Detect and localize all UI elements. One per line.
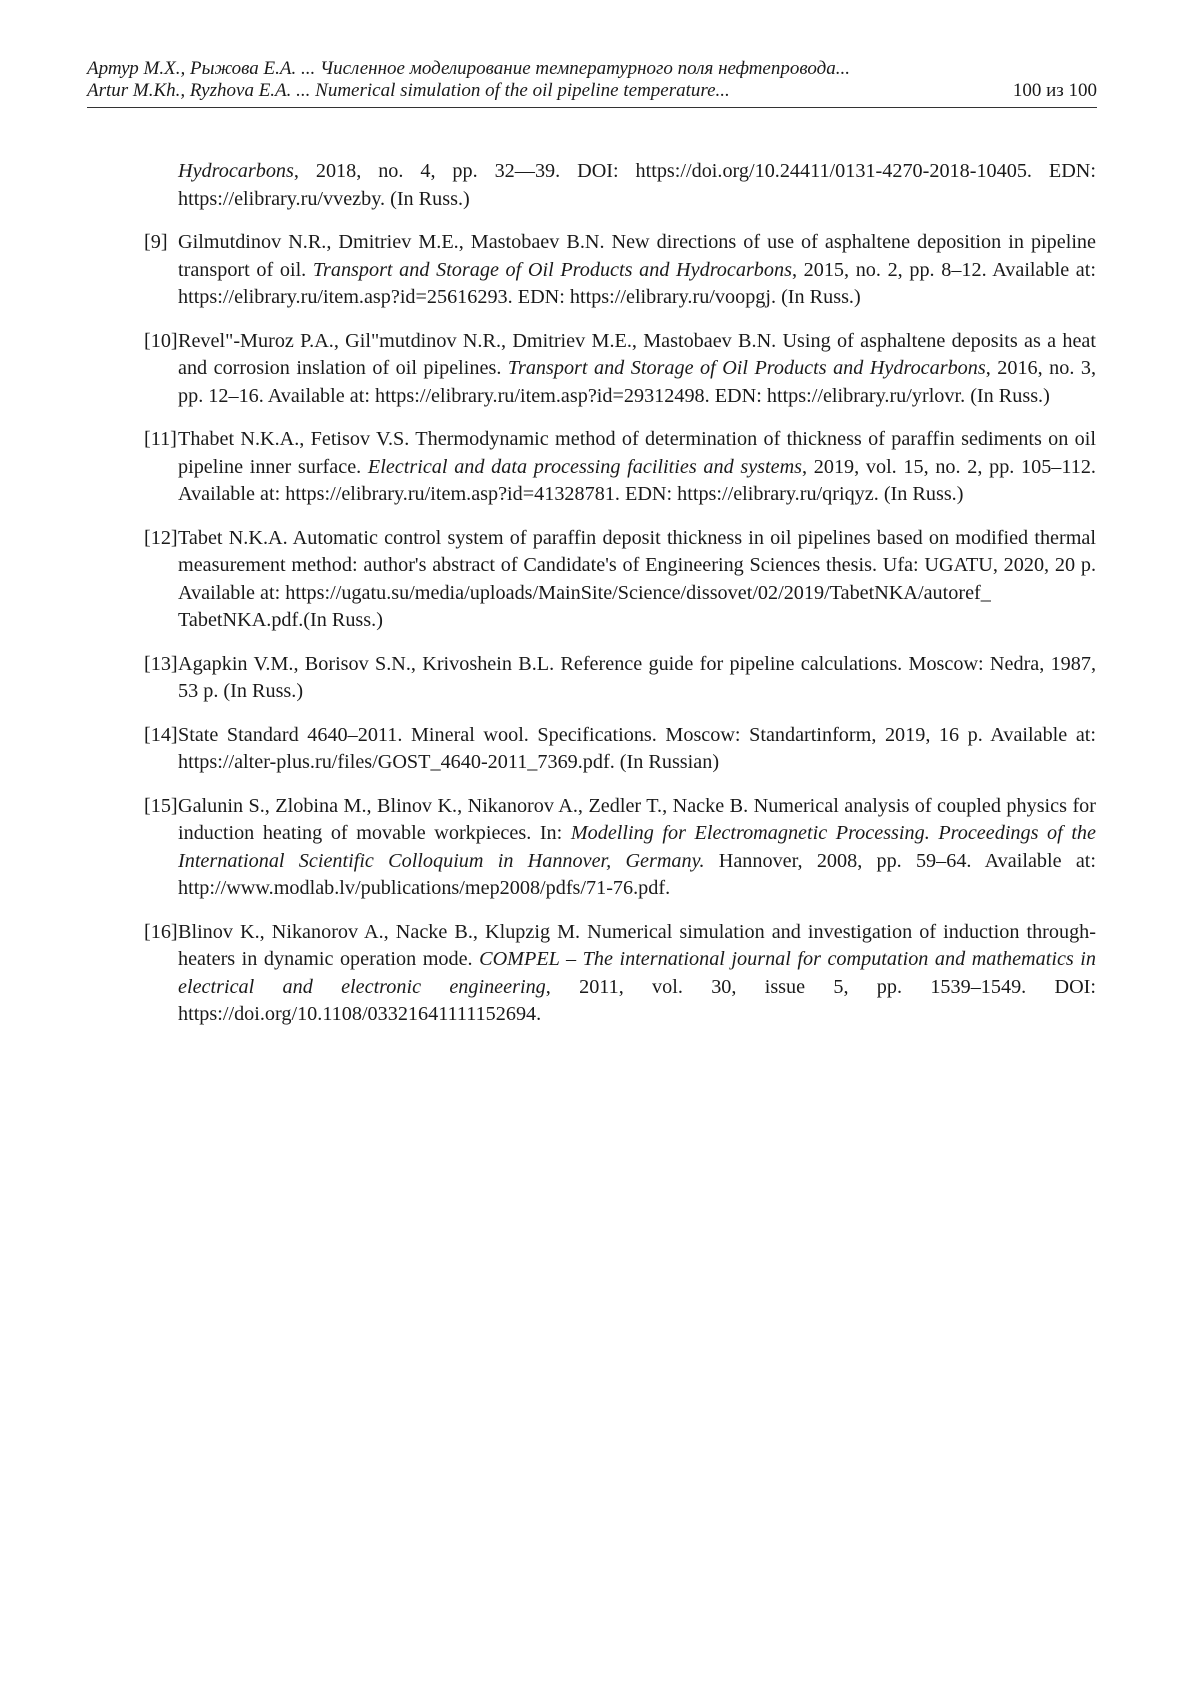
reference-text: State Standard 4640–2011. Mineral wool. Specifications. Moscow: Standartinform, 2019, 16 p. Available at: https://alter-plus.ru/files/GOST_4640-2011_7369.pdf. (In Russian) <box>178 723 1096 773</box>
reference-details: Hannover, 2008, pp. 59–64. Available at: http://www.modlab.lv/publications/mep2008/pdfs/71-76.pdf. <box>178 849 1097 899</box>
header-english-text: Artur M.Kh., Ryzhova E.A. ... Numerical simulation of the oil pipeline temperature... <box>87 80 730 101</box>
reference-body <box>178 426 1096 509</box>
header-russian-line: Артур М.Х., Рыжова Е.А. ... Численное моделирование температурного поля нефтепровода... <box>87 58 850 79</box>
reference-number: [13] <box>144 652 178 675</box>
reference-authors-title: Gilmutdinov N.R., Dmitriev M.E., Mastobaev B.N. New directions of use of asphaltene deposition in pipeline transport of oil. <box>178 231 1096 281</box>
reference-journal: Transport and Storage of Oil Products and Hydrocarbons <box>312 258 792 281</box>
reference-details: , 2016, no. 3, pp. 12–16. Available at: https://elibrary.ru/item.asp?id=29312498. EDN: https://elibrary.ru/yrlovr. (In Russ.) <box>178 357 1097 407</box>
reference-12 <box>144 525 1096 635</box>
reference-body <box>178 919 1096 1029</box>
reference-8-continuation <box>144 158 1096 213</box>
reference-number: [15] <box>144 794 178 817</box>
reference-journal: Transport and Storage of Oil Products and Hydrocarbons <box>507 357 986 379</box>
running-header <box>87 58 1097 102</box>
reference-11 <box>144 426 1096 509</box>
reference-text: Tabet N.K.A. Automatic control system of paraffin deposit thickness in oil pipelines based on modified thermal measurement method: author's abstract of Candidate's of Engineering Sciences thesis. Ufa: UGATU, 2020, 20 p. Available at: <box>178 526 1096 604</box>
reference-journal: Hydrocarbons <box>178 160 294 182</box>
reference-details: , 2015, no. 2, pp. 8–12. Available at: https://elibrary.ru/item.asp?id=25616293. EDN: https://elibrary.ru/voopgj. (In Russ.) <box>178 258 1096 308</box>
reference-url[interactable]: https://ugatu.su/media/uploads/MainSite/Science/dissovet/02/2019/TabetNKA/autoref_ <box>285 581 991 604</box>
reference-body <box>178 328 1096 411</box>
reference-13 <box>144 651 1096 706</box>
reference-body <box>178 158 1096 213</box>
reference-body <box>178 229 1096 312</box>
reference-body <box>178 525 1096 635</box>
reference-list <box>144 158 1096 1045</box>
reference-number: [10] <box>144 329 178 352</box>
reference-15 <box>144 793 1096 903</box>
reference-authors-title: Thabet N.K.A., Fetisov V.S. Thermodynamic method of determination of thickness of paraffin sediments on oil pipeline inner surface. <box>178 428 1096 478</box>
reference-details: , 2019, vol. 15, no. 2, pp. 105–112. Available at: https://elibrary.ru/item.asp?id=41328781. EDN: https://elibrary.ru/qriqyz. (In Russ.) <box>178 455 1096 505</box>
reference-number: [9] <box>144 231 168 253</box>
reference-details: , 2011, vol. 30, issue 5, pp. 1539–1549. DOI: https://doi.org/10.1108/03321641111152694. <box>178 975 1096 1025</box>
page-number: 100 из 100 <box>1012 80 1097 101</box>
reference-number: [12] <box>144 526 178 549</box>
reference-16 <box>144 919 1096 1029</box>
reference-authors-title: Blinov K., Nikanorov A., Nacke B., Klupzig M. Numerical simulation and investigation of induction through-heaters in dynamic operation mode. <box>178 920 1096 970</box>
header-divider <box>87 107 1097 108</box>
reference-authors-title: Galunin S., Zlobina M., Blinov K., Nikanorov A., Zedler T., Nacke B. Numerical analysis of coupled physics for induction heating of movable workpieces. In: <box>178 794 1096 844</box>
reference-number: [16] <box>144 920 178 943</box>
reference-body <box>178 793 1096 903</box>
reference-number: [14] <box>144 723 178 746</box>
reference-9 <box>144 229 1096 312</box>
reference-10 <box>144 328 1096 411</box>
reference-text: Agapkin V.M., Borisov S.N., Krivoshein B.L. Reference guide for pipeline calculations. Moscow: Nedra, 1987, 53 p. (In Russ.) <box>178 652 1096 702</box>
reference-authors-title: Revel"-Muroz P.A., Gil"mutdinov N.R., Dmitriev M.E., Mastobaev B.N. Using of asphaltene deposits as a heat and corrosion inslation of oil pipelines. <box>178 329 1096 379</box>
reference-journal: Electrical and data processing facilities and systems <box>367 455 803 478</box>
header-english-line <box>87 80 1097 102</box>
reference-journal: Modelling for Electromagnetic Processing. Proceedings of the International Scientific Colloquium in Hannover, Germany. <box>178 822 1096 872</box>
reference-14 <box>144 722 1096 777</box>
reference-url-tail: TabetNKA.pdf.(In Russ.) <box>178 609 383 631</box>
reference-details: , 2018, no. 4, pp. 32—39. DOI: https://doi.org/10.24411/0131-4270-2018-10405. EDN: https://elibrary.ru/vvezby. (In Russ.) <box>178 160 1096 210</box>
reference-journal: COMPEL – The international journal for computation and mathematics in electrical and electronic engineering <box>178 948 1096 998</box>
reference-number: [11] <box>144 428 177 450</box>
